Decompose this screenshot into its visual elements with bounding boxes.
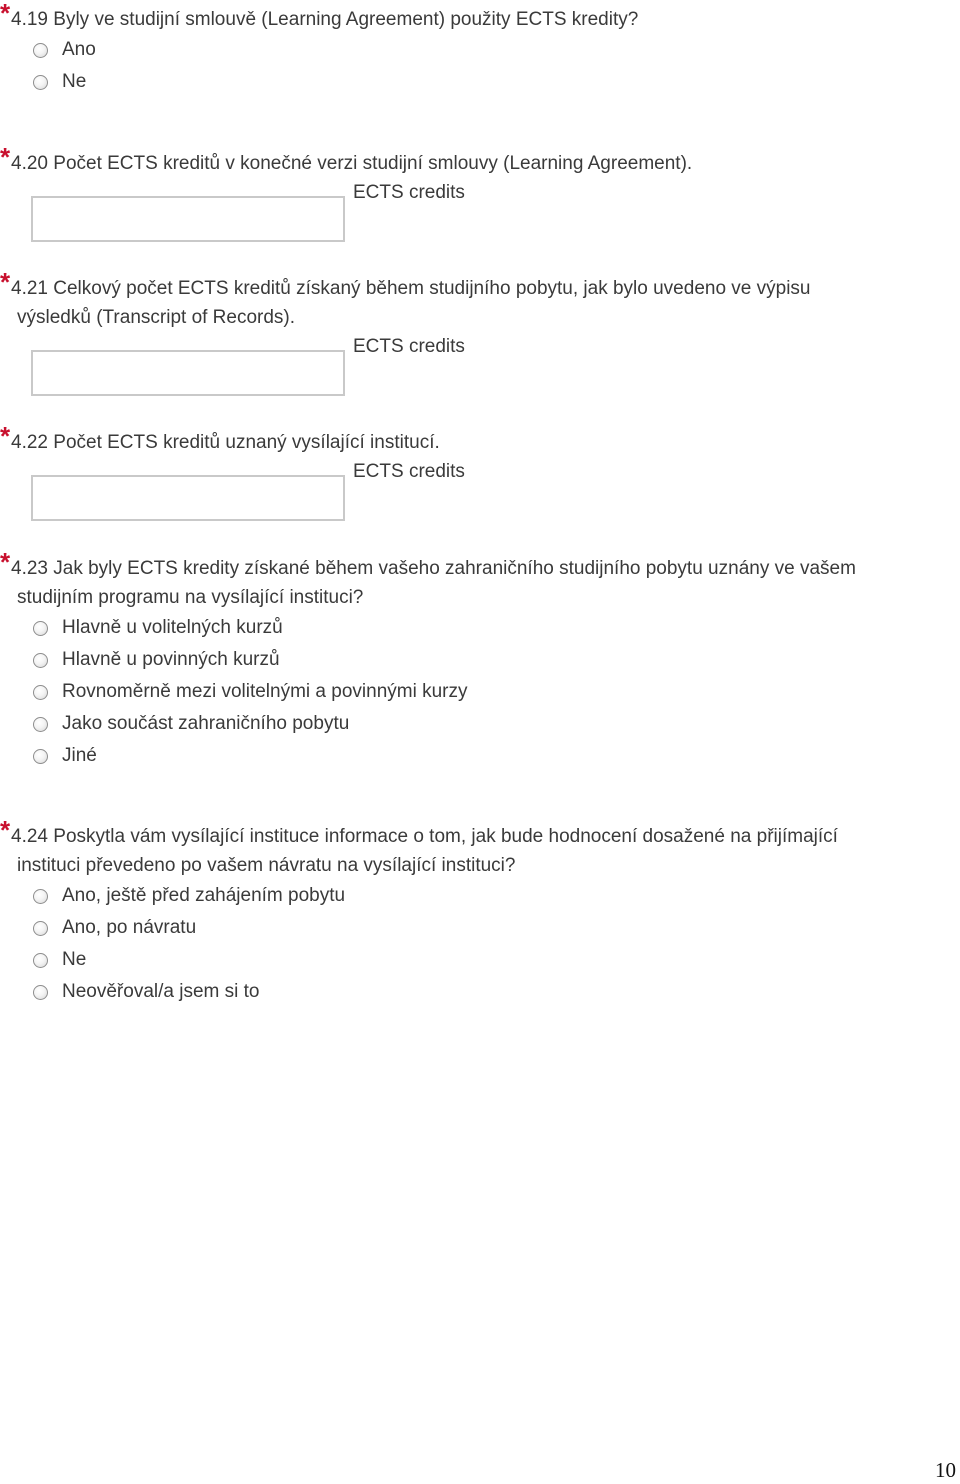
input-row bbox=[0, 457, 940, 509]
radio-icon[interactable] bbox=[33, 685, 48, 700]
page-number: 10 bbox=[935, 1458, 956, 1482]
unit-label: ECTS credits bbox=[353, 182, 465, 203]
option-jine[interactable] bbox=[0, 740, 940, 772]
question-title bbox=[0, 0, 940, 34]
question-number: 4.22 bbox=[11, 432, 48, 453]
unit-label: ECTS credits bbox=[353, 336, 465, 357]
required-asterisk: * bbox=[0, 142, 11, 172]
question-4-22 bbox=[0, 421, 940, 509]
option-po-navratu[interactable] bbox=[0, 912, 940, 944]
question-title bbox=[0, 421, 940, 457]
required-asterisk: * bbox=[0, 815, 11, 845]
radio-icon[interactable] bbox=[33, 717, 48, 732]
question-title bbox=[0, 142, 940, 178]
question-number: 4.20 bbox=[11, 153, 48, 174]
question-title bbox=[0, 815, 940, 880]
radio-icon[interactable] bbox=[33, 749, 48, 764]
ects-credits-input[interactable] bbox=[31, 475, 345, 521]
option-soucast-pobytu[interactable] bbox=[0, 708, 940, 740]
option-volitelne[interactable] bbox=[0, 612, 940, 644]
option-label: Ne bbox=[62, 71, 87, 92]
question-number: 4.23 bbox=[11, 558, 48, 579]
option-povinne[interactable] bbox=[0, 644, 940, 676]
radio-group bbox=[0, 34, 940, 98]
option-label: Jiné bbox=[62, 745, 97, 766]
option-label: Hlavně u povinných kurzů bbox=[62, 649, 280, 670]
input-row bbox=[0, 332, 940, 384]
required-asterisk: * bbox=[0, 421, 11, 451]
question-number: 4.19 bbox=[11, 9, 48, 30]
radio-icon[interactable] bbox=[33, 75, 48, 90]
question-text-line2: instituci převedeno po vašem návratu na vysílající instituci? bbox=[17, 855, 516, 876]
ects-credits-input[interactable] bbox=[31, 196, 345, 242]
input-row bbox=[0, 178, 940, 230]
option-label: Ano bbox=[62, 39, 96, 60]
question-title bbox=[0, 267, 940, 332]
question-text-line1: Poskytla vám vysílající instituce informace o tom, jak bude hodnocení dosažené na přijímající bbox=[53, 826, 838, 847]
question-text-line1: Celkový počet ECTS kreditů získaný během studijního pobytu, jak bylo uvedeno ve výpisu bbox=[53, 278, 811, 299]
radio-icon[interactable] bbox=[33, 889, 48, 904]
option-neoveroval[interactable] bbox=[0, 976, 940, 1008]
question-text: Počet ECTS kreditů v konečné verzi studijní smlouvy (Learning Agreement). bbox=[53, 153, 693, 174]
question-text-line2: studijním programu na vysílající instituci? bbox=[17, 587, 364, 608]
question-number: 4.21 bbox=[11, 278, 48, 299]
option-label: Ano, po návratu bbox=[62, 917, 197, 938]
required-asterisk: * bbox=[0, 0, 11, 28]
radio-icon[interactable] bbox=[33, 43, 48, 58]
option-ne[interactable] bbox=[0, 66, 940, 98]
option-label: Rovnoměrně mezi volitelnými a povinnými kurzy bbox=[62, 681, 468, 702]
question-4-23 bbox=[0, 547, 940, 772]
option-ne[interactable] bbox=[0, 944, 940, 976]
radio-icon[interactable] bbox=[33, 985, 48, 1000]
question-4-19 bbox=[0, 0, 940, 98]
required-asterisk: * bbox=[0, 267, 11, 297]
unit-label: ECTS credits bbox=[353, 461, 465, 482]
question-text-line1: Jak byly ECTS kredity získané během vašeho zahraničního studijního pobytu uznány ve vašem bbox=[53, 558, 856, 579]
required-asterisk: * bbox=[0, 547, 11, 577]
question-4-21 bbox=[0, 267, 940, 384]
option-label: Hlavně u volitelných kurzů bbox=[62, 617, 283, 638]
question-text-line2: výsledků (Transcript of Records). bbox=[17, 307, 296, 328]
question-title bbox=[0, 547, 940, 612]
option-pred-zahajenim[interactable] bbox=[0, 880, 940, 912]
radio-group bbox=[0, 612, 940, 772]
question-number: 4.24 bbox=[11, 826, 48, 847]
question-4-20 bbox=[0, 142, 940, 230]
option-label: Ano, ještě před zahájením pobytu bbox=[62, 885, 346, 906]
radio-icon[interactable] bbox=[33, 921, 48, 936]
radio-icon[interactable] bbox=[33, 621, 48, 636]
option-label: Neověřoval/a jsem si to bbox=[62, 981, 260, 1002]
question-4-24 bbox=[0, 815, 940, 1008]
option-label: Jako součást zahraničního pobytu bbox=[62, 713, 350, 734]
ects-credits-input[interactable] bbox=[31, 350, 345, 396]
option-rovnomerne[interactable] bbox=[0, 676, 940, 708]
question-text: Byly ve studijní smlouvě (Learning Agreement) použity ECTS kredity? bbox=[53, 9, 639, 30]
radio-group bbox=[0, 880, 940, 1008]
radio-icon[interactable] bbox=[33, 953, 48, 968]
question-text: Počet ECTS kreditů uznaný vysílající institucí. bbox=[53, 432, 440, 453]
option-ano[interactable] bbox=[0, 34, 940, 66]
option-label: Ne bbox=[62, 949, 87, 970]
radio-icon[interactable] bbox=[33, 653, 48, 668]
